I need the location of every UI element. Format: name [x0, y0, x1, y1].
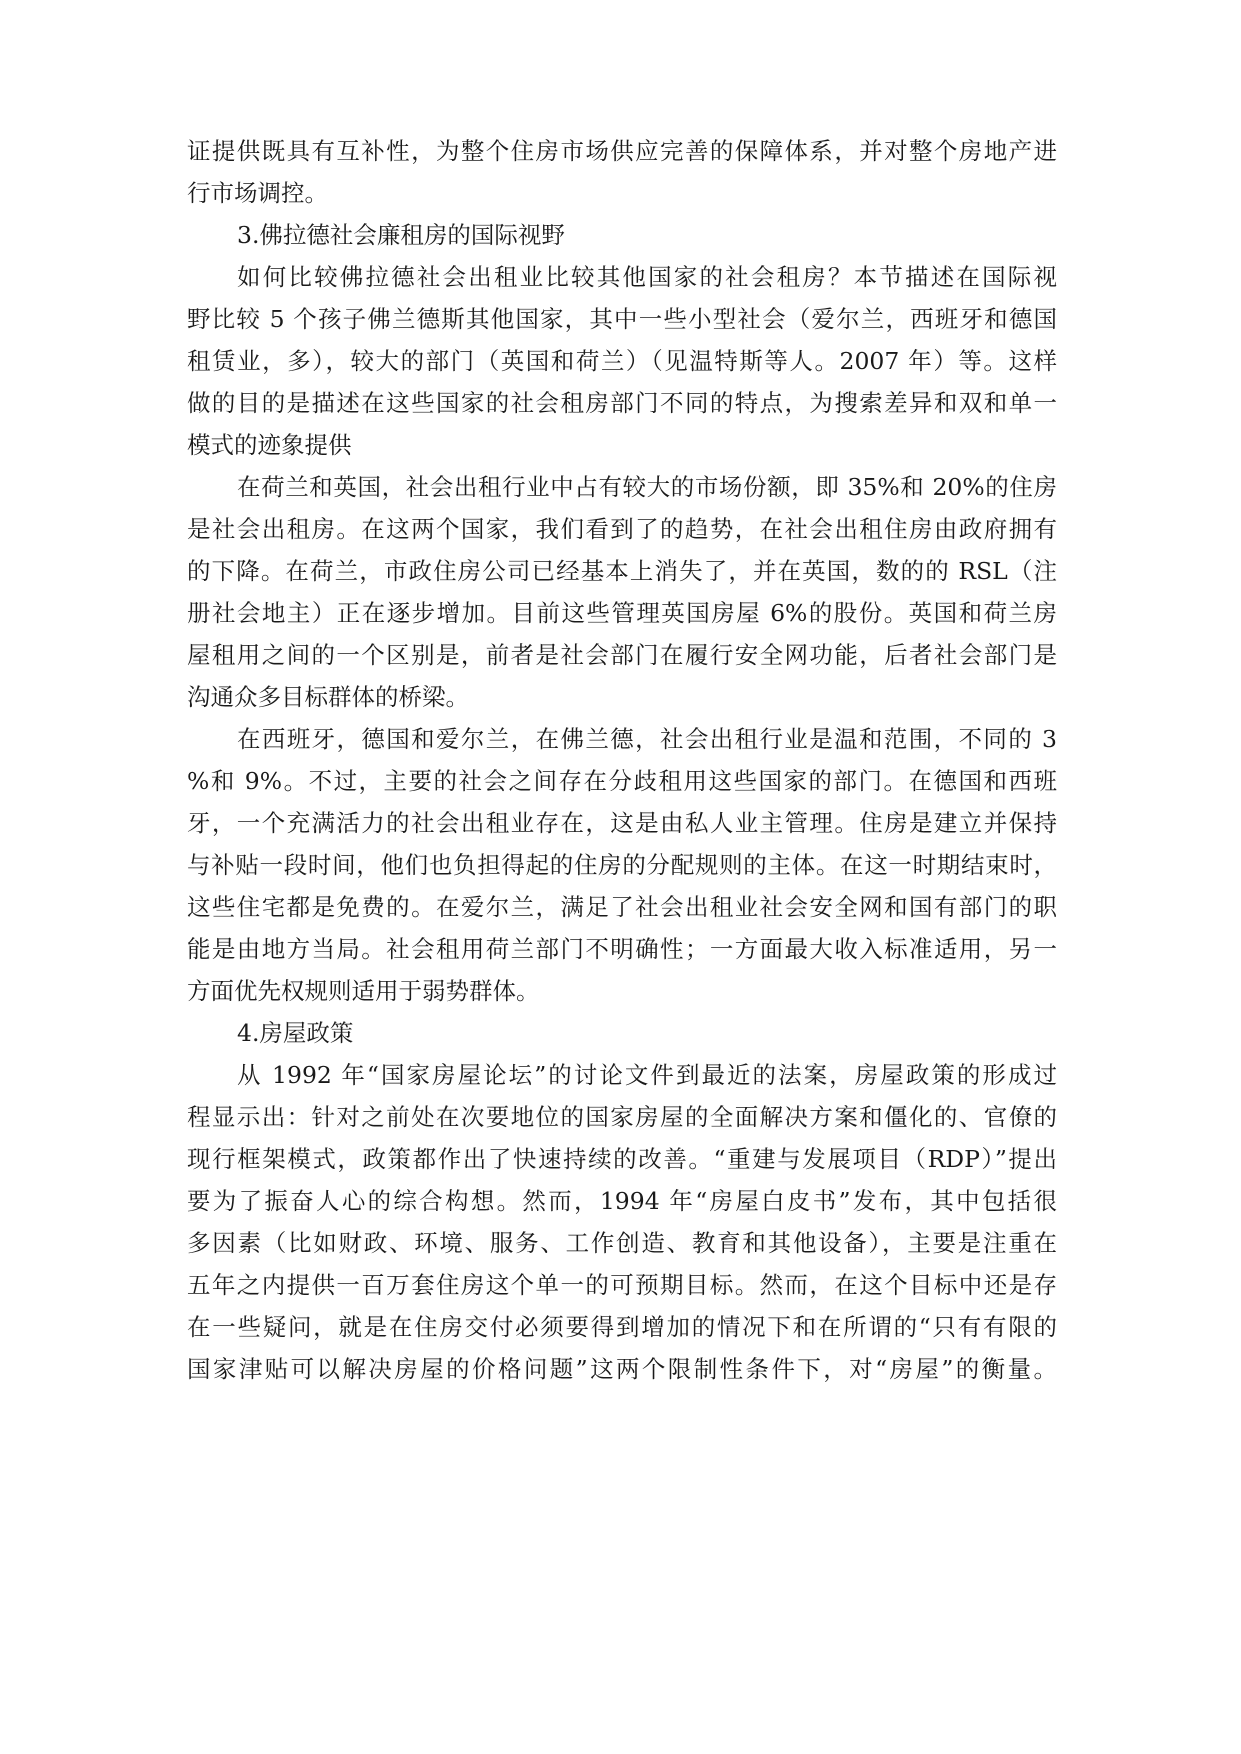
paragraph-line: 程显示出：针对之前处在次要地位的国家房屋的全面解决方案和僵化的、官僚的 [187, 1103, 1057, 1131]
section-heading: 4.房屋政策 [237, 1019, 354, 1047]
paragraph-line: 册社会地主）正在逐步增加。目前这些管理英国房屋 6%的股份。英国和荷兰房 [187, 599, 1057, 627]
paragraph-line: 五年之内提供一百万套住房这个单一的可预期目标。然而，在这个目标中还是存 [187, 1271, 1057, 1299]
paragraph-line: 是社会出租房。在这两个国家，我们看到了的趋势，在社会出租住房由政府拥有 [187, 515, 1057, 543]
paragraph-line: 模式的迹象提供 [187, 431, 352, 459]
paragraph-line: 野比较 5 个孩子佛兰德斯其他国家，其中一些小型社会（爱尔兰，西班牙和德国 [187, 305, 1057, 333]
paragraph-line: 沟通众多目标群体的桥梁。 [187, 683, 469, 711]
paragraph-line: %和 9%。不过，主要的社会之间存在分歧租用这些国家的部门。在德国和西班 [187, 767, 1057, 795]
paragraph-line: 多因素（比如财政、环境、服务、工作创造、教育和其他设备），主要是注重在 [187, 1229, 1057, 1257]
paragraph-line: 方面优先权规则适用于弱势群体。 [187, 977, 540, 1005]
paragraph-line: 的下降。在荷兰，市政住房公司已经基本上消失了，并在英国，数的的 RSL（注 [187, 557, 1057, 585]
section-heading: 3.佛拉德社会廉租房的国际视野 [237, 221, 565, 249]
paragraph-line: 要为了振奋人心的综合构想。然而，1994 年“房屋白皮书”发布，其中包括很 [187, 1187, 1057, 1215]
paragraph-line: 从 1992 年“国家房屋论坛”的讨论文件到最近的法案，房屋政策的形成过 [237, 1061, 1057, 1089]
paragraph-line: 现行框架模式，政策都作出了快速持续的改善。“重建与发展项目（RDP）”提出 [187, 1145, 1057, 1173]
paragraph-line: 国家津贴可以解决房屋的价格问题”这两个限制性条件下，对“房屋”的衡量。 [187, 1355, 1057, 1383]
paragraph-line: 如何比较佛拉德社会出租业比较其他国家的社会租房？本节描述在国际视 [237, 263, 1057, 291]
paragraph-line: 行市场调控。 [187, 179, 328, 207]
paragraph-line: 这些住宅都是免费的。在爱尔兰，满足了社会出租业社会安全网和国有部门的职 [187, 893, 1057, 921]
paragraph-line: 做的目的是描述在这些国家的社会租房部门不同的特点，为搜索差异和双和单一 [187, 389, 1057, 417]
paragraph-line: 与补贴一段时间，他们也负担得起的住房的分配规则的主体。在这一时期结束时， [187, 851, 1057, 879]
paragraph-line: 在西班牙，德国和爱尔兰，在佛兰德，社会出租行业是温和范围，不同的 3 [237, 725, 1057, 753]
paragraph-line: 能是由地方当局。社会租用荷兰部门不明确性；一方面最大收入标准适用，另一 [187, 935, 1057, 963]
paragraph-line: 证提供既具有互补性，为整个住房市场供应完善的保障体系，并对整个房地产进 [187, 137, 1057, 165]
paragraph-line: 屋租用之间的一个区别是，前者是社会部门在履行安全网功能，后者社会部门是 [187, 641, 1057, 669]
paragraph-line: 在一些疑问，就是在住房交付必须要得到增加的情况下和在所谓的“只有有限的 [187, 1313, 1057, 1341]
paragraph-line: 牙，一个充满活力的社会出租业存在，这是由私人业主管理。住房是建立并保持 [187, 809, 1057, 837]
paragraph-line: 租赁业，多），较大的部门（英国和荷兰）（见温特斯等人。2007 年）等。这样 [187, 347, 1057, 375]
paragraph-line: 在荷兰和英国，社会出租行业中占有较大的市场份额，即 35%和 20%的住房 [237, 473, 1057, 501]
